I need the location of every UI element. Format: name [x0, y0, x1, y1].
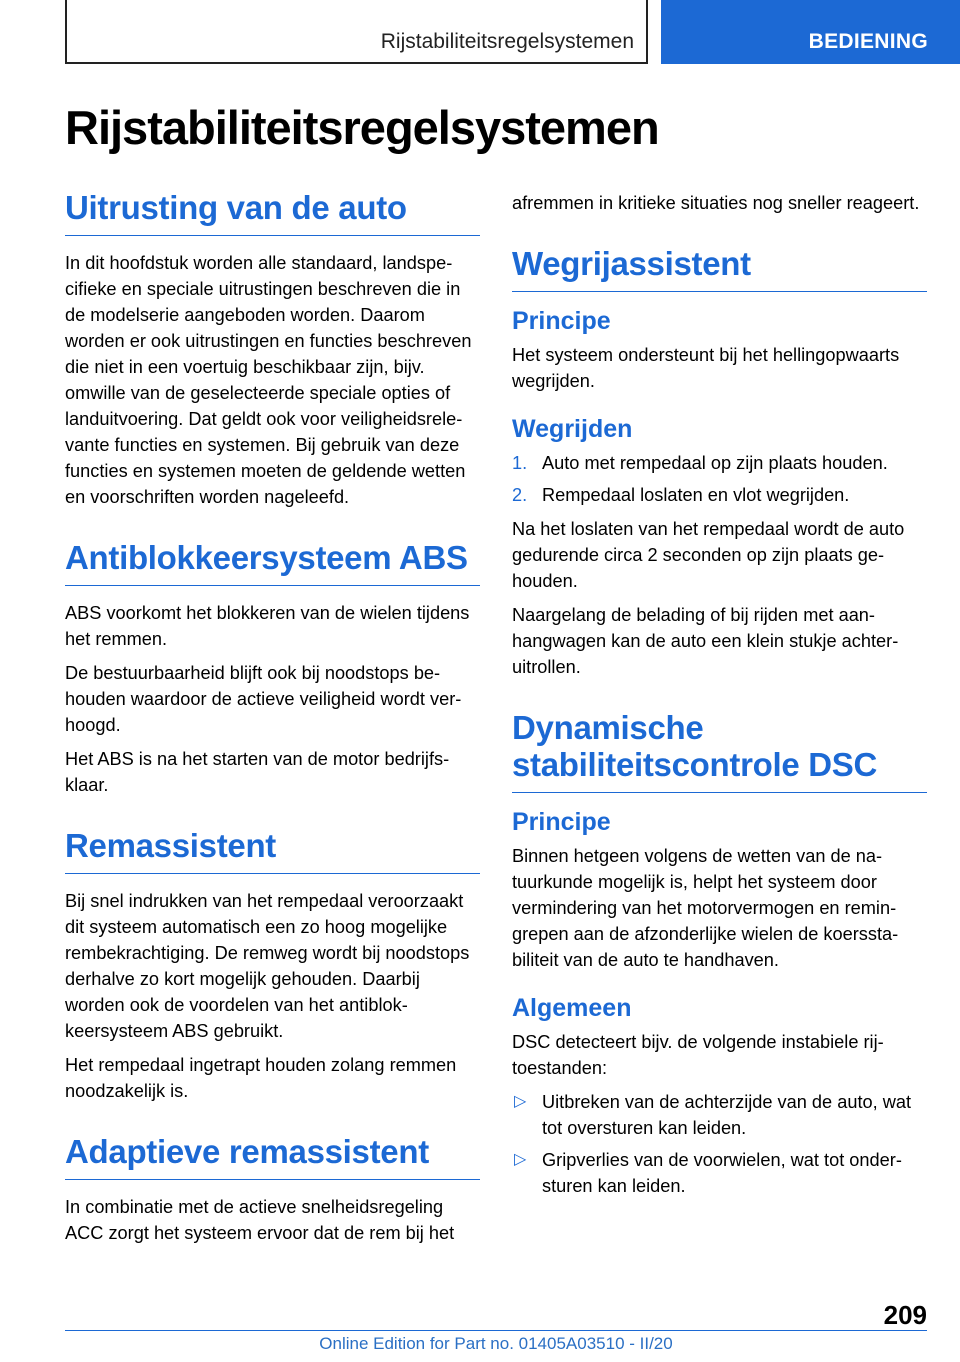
steps-list — [512, 450, 927, 508]
step-text: Rempedaal loslaten en vlot wegrijden. — [542, 484, 850, 505]
subsection-algemeen — [512, 993, 927, 1199]
section-heading: Remassistent — [65, 828, 480, 874]
footer-text: Online Edition for Part no. 01405A03510 - II/20 — [319, 1334, 673, 1353]
section-heading: Uitrusting van de auto — [65, 190, 480, 236]
list-item — [512, 1147, 927, 1199]
subsection-heading: Principe — [512, 807, 611, 836]
right-column — [512, 190, 927, 1229]
page-title: Rijstabiliteitsregelsystemen — [65, 101, 659, 154]
step-number: 2. — [512, 484, 528, 505]
triangle-bullet-icon: ▷ — [514, 1150, 527, 1168]
bullet-list — [512, 1089, 927, 1199]
paragraph: De bestuurbaarheid blijft ook bij noodstops behouden waardoor de actieve veiligheid wordt verhoogd. — [65, 662, 462, 735]
paragraph: ABS voorkomt het blokkeren van de wielen tijdens het remmen. — [65, 602, 470, 649]
page-number: 209 — [883, 1300, 927, 1330]
paragraph: In combinatie met de actieve snelheidsregeling ACC zorgt het systeem ervoor dat de rem bij het — [65, 1196, 455, 1243]
left-column — [65, 190, 480, 1276]
paragraph: Na het loslaten van het rempedaal wordt de auto gedurende circa 2 seconden op zijn plaats gehouden. — [512, 518, 905, 591]
step-text: Auto met rempedaal op zijn plaats houden. — [542, 452, 888, 473]
section-dsc — [512, 710, 927, 1199]
paragraph: Het ABS is na het starten van de motor bedrijfsklaar. — [65, 748, 450, 795]
subsection-heading: Wegrijden — [512, 414, 633, 443]
header-section-title: Rijstabiliteitsregelsystemen — [380, 30, 634, 53]
section-adaptieve-remassistent — [65, 1134, 480, 1246]
subsection-principe — [512, 306, 927, 394]
section-heading: Antiblokkeersysteem ABS — [65, 540, 480, 586]
footer-divider — [65, 1330, 927, 1331]
header-chapter-tab — [661, 0, 960, 64]
triangle-bullet-icon: ▷ — [514, 1092, 527, 1110]
section-heading: Adaptieve remassistent — [65, 1134, 480, 1180]
list-item — [512, 450, 927, 476]
paragraph: In dit hoofdstuk worden alle standaard, landspecifieke en speciale uitrustingen beschreven die in de modelserie aangeboden worden. Daarom worden er ook uitrustingen en functies beschreven die niet in een voertuig beschikbaar zijn, bijv. omwille van de geselecteerde speciale opties of landuitvoering. Dat geldt ook voor veiligheidsrelevante functies en systemen. Bij gebruik van deze functies en systemen moeten de geldende wetten en voorschriften worden nageleefd. — [65, 252, 472, 507]
subsection-heading: Principe — [512, 306, 611, 335]
subsection-wegrijden — [512, 414, 927, 680]
section-heading: Wegrijassistent — [512, 246, 927, 292]
subsection-heading: Algemeen — [512, 993, 632, 1022]
subsection-principe — [512, 807, 927, 973]
section-wegrijassistent — [512, 246, 927, 680]
step-number: 1. — [512, 452, 528, 473]
header-section-box — [65, 0, 648, 64]
section-heading: Dynamische stabiliteitscontrole DSC — [512, 710, 927, 793]
section-remassistent — [65, 828, 480, 1104]
paragraph: Het systeem ondersteunt bij het hellingopwaarts wegrijden. — [512, 344, 900, 391]
paragraph: Het rempedaal ingetrapt houden zolang remmen noodzakelijk is. — [65, 1054, 457, 1101]
paragraph: Binnen hetgeen volgens de wetten van de natuurkunde mogelijk is, helpt het systeem door vermindering van het motorvermogen en remingrepen aan de afzonderlijke wielen de koersstabiliteit van de auto te handhaven. — [512, 845, 899, 970]
continuation-paragraph: afremmen in kritieke situaties nog sneller reageert. — [512, 193, 920, 213]
paragraph: Bij snel indrukken van het rempedaal veroorzaakt dit systeem automatisch een zo hoog mogelijke rembekrachtiging. De remweg wordt bij noodstops derhalve zo kort mogelijk gehouden. Daarbij worden ook de voordelen van het antiblokkeersysteem ABS gebruikt. — [65, 890, 470, 1041]
header-chapter-title: BEDIENING — [808, 30, 928, 53]
bullet-text: Gripverlies van de voorwielen, wat tot ondersturen kan leiden. — [542, 1149, 902, 1196]
section-uitrusting — [65, 190, 480, 510]
paragraph: Naargelang de belading of bij rijden met aanhangwagen kan de auto een klein stukje achteruitrollen. — [512, 604, 899, 677]
section-abs — [65, 540, 480, 798]
list-item — [512, 1089, 927, 1141]
paragraph: DSC detecteert bijv. de volgende instabiele rijtoestanden: — [512, 1031, 884, 1078]
list-item — [512, 482, 927, 508]
bullet-text: Uitbreken van de achterzijde van de auto, wat tot oversturen kan leiden. — [542, 1091, 912, 1138]
